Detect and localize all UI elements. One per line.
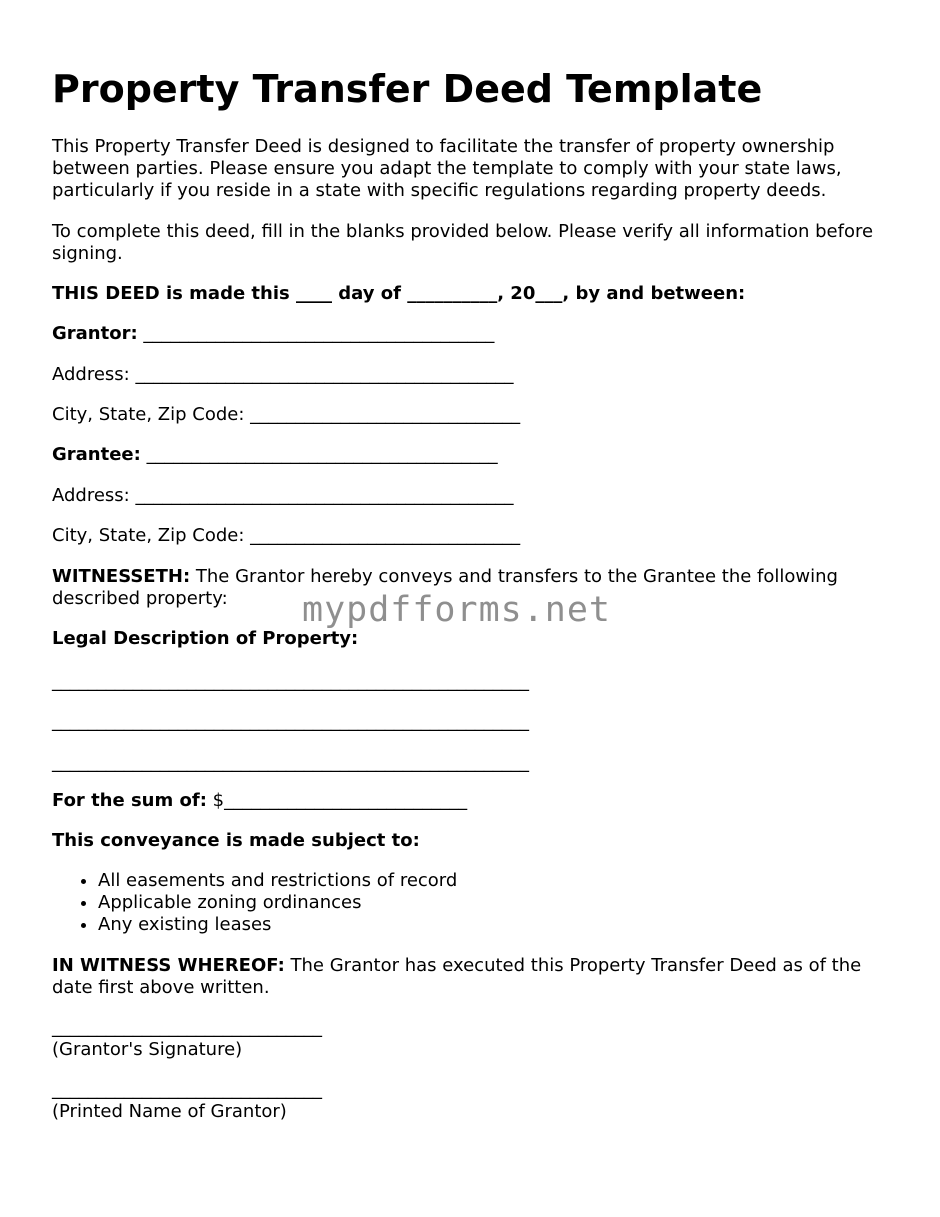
list-item: • All easements and restrictions of record <box>98 870 457 892</box>
list-item: • Any existing leases <box>98 914 457 936</box>
grantor-address: Address: __________________________________________ <box>52 364 514 385</box>
grantor-label: Grantor: <box>52 323 138 344</box>
witnesseth-label: WITNESSETH: <box>52 566 191 587</box>
legal-description-line: _____________________________________________________ <box>52 711 529 732</box>
grantor-city-state-zip: City, State, Zip Code: ______________________________ <box>52 404 521 425</box>
sum-blank: $___________________________ <box>212 790 468 811</box>
legal-description-label: Legal Description of Property: <box>52 628 359 649</box>
deed-date-line: THIS DEED is made this ____ day of __________, 20___, by and between: <box>52 283 746 304</box>
witness-whereof-paragraph <box>52 955 897 999</box>
grantor-blank: _______________________________________ <box>143 323 495 344</box>
sum-label: For the sum of: <box>52 790 207 811</box>
signature-caption: (Grantor's Signature) <box>52 1039 243 1060</box>
intro-paragraph: This Property Transfer Deed is designed to facilitate the transfer of property ownership between parties. Please ensure you adapt the template to comply with your state laws, particularly if you reside in a state with specific regulations regarding property deeds. <box>52 136 842 201</box>
grantee-label: Grantee: <box>52 444 141 465</box>
grantee-blank: _______________________________________ <box>146 444 498 465</box>
witnesseth-text: The Grantor hereby conveys and transfers to the Grantee the following described property: <box>52 566 838 609</box>
subject-to-label: This conveyance is made subject to: <box>52 830 420 851</box>
printed-name-caption: (Printed Name of Grantor) <box>52 1101 287 1122</box>
grantor-line <box>52 323 897 345</box>
instructions-paragraph: To complete this deed, fill in the blanks provided below. Please verify all information before signing. <box>52 221 874 264</box>
list-item: • Applicable zoning ordinances <box>98 892 457 914</box>
grantee-city-state-zip: City, State, Zip Code: ______________________________ <box>52 525 521 546</box>
witness-whereof-label: IN WITNESS WHEREOF: <box>52 955 285 976</box>
subject-to-list <box>52 870 457 936</box>
legal-description-line: _____________________________________________________ <box>52 671 529 692</box>
signature-line: ______________________________ <box>52 1017 322 1038</box>
printed-name-line: ______________________________ <box>52 1079 322 1100</box>
legal-description-line: _____________________________________________________ <box>52 752 529 773</box>
grantee-line <box>52 444 897 466</box>
sum-line <box>52 790 897 812</box>
grantee-address: Address: __________________________________________ <box>52 485 514 506</box>
page-title: Property Transfer Deed Template <box>52 67 763 111</box>
watermark: mypdfforms.net <box>302 590 612 630</box>
witness-whereof-text: The Grantor has executed this Property Transfer Deed as of the date first above written. <box>52 955 862 998</box>
